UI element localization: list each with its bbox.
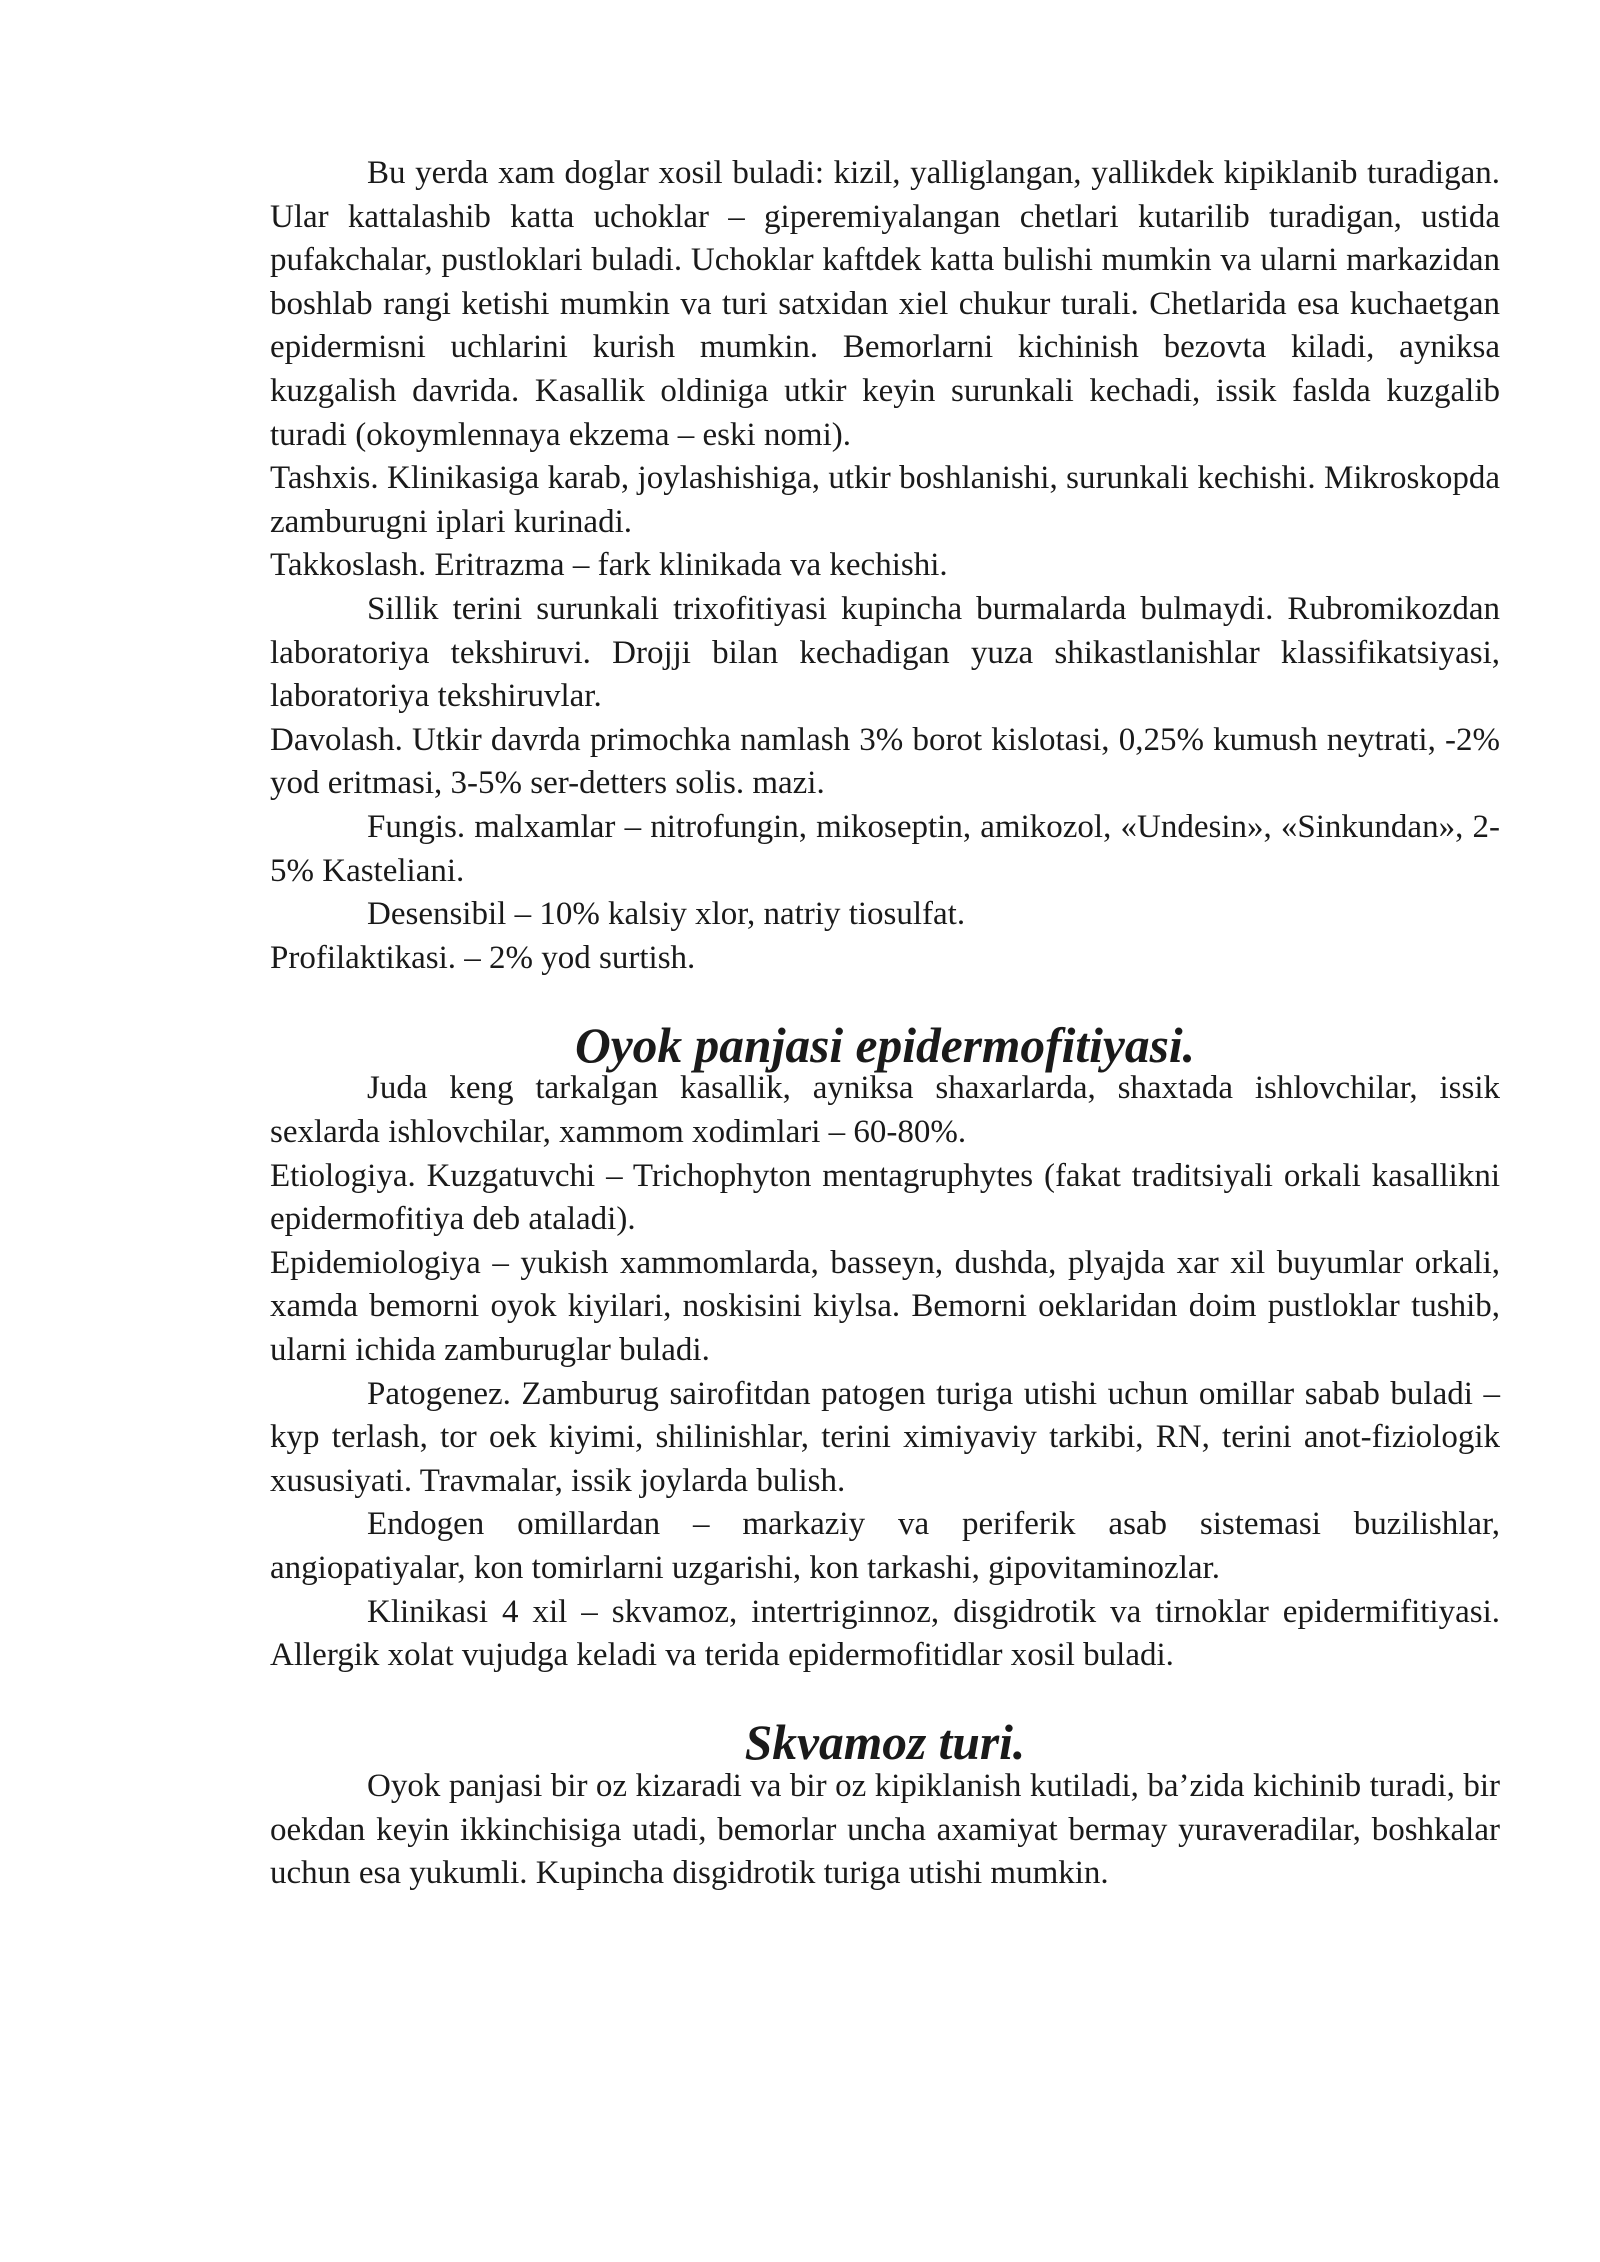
section-heading-squamous: Skvamoz turi.	[744, 1715, 1026, 1771]
paragraph-etiology: Etiologiya. Kuzgatuvchi – Trichophyton mentagruphytes (fakat traditsiyali orkali kasallikni epidermofitiya deb ataladi).	[270, 1157, 1500, 1238]
document-page	[270, 152, 1500, 1896]
paragraph-smooth-skin: Sillik terini surunkali trixofitiyasi kupincha burmalarda bulmaydi. Rubromikozdan laboratoriya tekshiruvi. Drojji bilan kechadigan yuza shikastlanishlar klassifikatsiyasi, laboratoriya tekshiruvlar.	[270, 590, 1500, 715]
paragraph-desensitization: Desensibil – 10% kalsiy xlor, natriy tiosulfat.	[367, 896, 966, 933]
paragraph-treatment: Davolash. Utkir davrda primochka namlash 3% borot kislotasi, 0,25% kumush neytrati, -2% yod eritmasi, 3-5% ser-detters solis. mazi.	[270, 721, 1500, 802]
paragraph-prophylaxis: Profilaktikasi. – 2% yod surtish.	[270, 939, 696, 976]
paragraph-endogenous-factors: Endogen omillardan – markaziy va periferik asab sistemasi buzilishlar, angiopatiyalar, kon tomirlarni uzgarishi, kon tarkashi, gipovitaminozlar.	[270, 1506, 1500, 1586]
section-heading-epidermophytosis: Oyok panjasi epidermofitiyasi.	[574, 1017, 1196, 1073]
paragraph-pathogenesis: Patogenez. Zamburug sairofitdan patogen turiga utishi uchun omillar sabab buladi – kyp terlash, tor oek kiyimi, shilinishlar, terini ximiyaviy tarkibi, RN, terini anot-fiziologik xususiyati. Travmalar, issik joylarda bulish.	[270, 1375, 1500, 1499]
paragraph-differential: Takkoslash. Eritrazma – fark klinikada va kechishi.	[270, 547, 948, 584]
paragraph-epidemiology: Epidemiologiya – yukish xammomlarda, basseyn, dushda, plyajda xar xil buyumlar orkali, xamda bemorni oyok kiyilari, noskisini kiylsa. Bemorni oeklaridan doim pustloklar tushib, ularni ichida zamburuglar buladi.	[270, 1244, 1500, 1369]
paragraph-lesion-description: Bu yerda xam doglar xosil buladi: kizil, yalliglangan, yallikdek kipiklanib turadigan. Ular kattalashib katta uchoklar – giperemiyalangan chetlari kutarilib turadigan, ustida pufakchalar, pustloklari buladi. Uchoklar kaftdek katta bulishi mumkin va ularni markazidan boshlab rangi ketishi mumkin va turi satxidan xiel chukur turali. Chetlarida esa kuchaetgan epidermisni uchlarini kurish mumkin. Bemorlarni kichinish bezovta kiladi, ayniksa kuzgalish davrida. Kasallik oldiniga utkir keyin surunkali kechadi, issik faslda kuzgalib turadi (okoymlennaya ekzema – eski nomi).	[270, 155, 1500, 453]
paragraph-diagnosis: Tashxis. Klinikasiga karab, joylashishiga, utkir boshlanishi, surunkali kechishi. Mikroskopda zamburugni iplari kurinadi.	[270, 460, 1500, 540]
paragraph-prevalence: Juda keng tarkalgan kasallik, ayniksa shaxarlarda, shaxtada ishlovchilar, issik sexlarda ishlovchilar, xammom xodimlari – 60-80%.	[270, 1070, 1500, 1151]
paragraph-fungicides: Fungis. malxamlar – nitrofungin, mikoseptin, amikozol, «Undesin», «Sinkundan», 2-5% Kasteliani.	[270, 808, 1500, 889]
paragraph-squamous-form: Oyok panjasi bir oz kizaradi va bir oz kipiklanish kutiladi, ba’zida kichinib turadi, bir oekdan keyin ikkinchisiga utadi, bemorlar uncha axamiyat bermay yuraveradilar, boshkalar uchun esa yukumli. Kupincha disgidrotik turiga utishi mumkin.	[270, 1767, 1500, 1892]
paragraph-clinical-forms: Klinikasi 4 xil – skvamoz, intertriginnoz, disgidrotik va tirnoklar epidermifitiyasi. Allergik xolat vujudga keladi va terida epidermofitidlar xosil buladi.	[270, 1593, 1500, 1674]
